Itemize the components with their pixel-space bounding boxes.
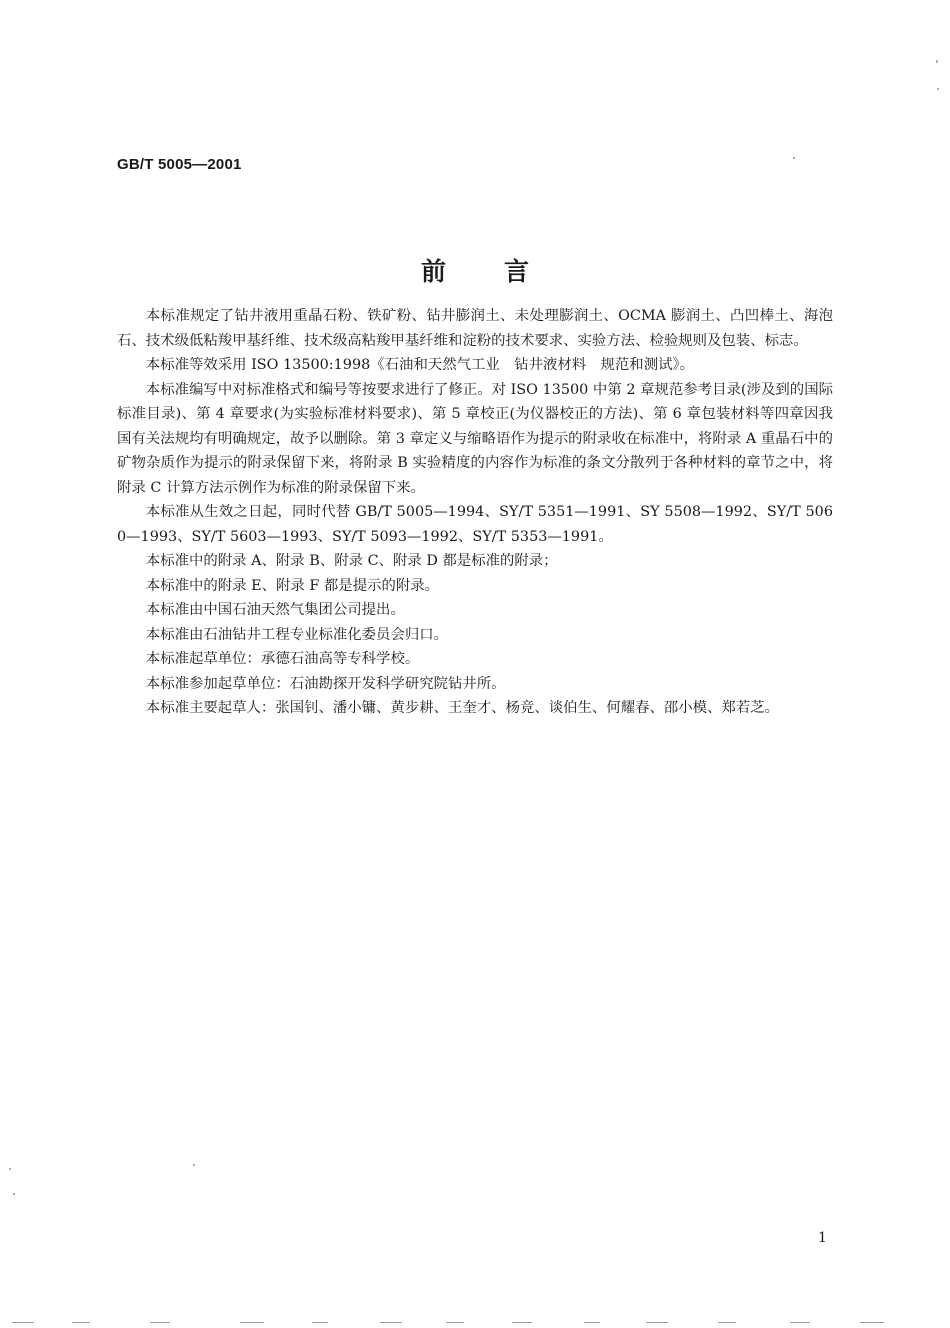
scan-speck bbox=[937, 88, 939, 90]
scan-speck bbox=[13, 1193, 15, 1195]
paragraph-administrator: 本标准由石油钻井工程专业标准化委员会归口。 bbox=[145, 626, 449, 643]
scan-speck bbox=[193, 1164, 195, 1166]
paragraph-replacement: 本标准从生效之日起，同时代替 GB/T 5005—1994、SY/T 5351—1991、SY 5508—1992、SY/T 5060—1993、SY/T 5603—1993、SY/T 5093—1992、SY/T 5353—1991。 bbox=[117, 504, 833, 545]
paragraph-revision: 本标准编写中对标准格式和编号等按要求进行了修正。对 ISO 13500 中第 2 章规范参考目录(涉及到的国际标准目录)、第 4 章要求(为实验标准材料要求)、第 5 章校正(为仪器校正的方法)、第 6 章包装材料等四章因我国有关法规均有明确规定，故予以删除。第 3 章定义与缩略语作为提示的附录收在标准中，将附录 A 重晶石中的矿物杂质作为提示的附录保留下来，将附录 B 实验精度的内容作为标准的条文分散列于各种材料的章节之中，将附录 C 计算方法示例作为标准的附录保留下来。 bbox=[117, 381, 833, 496]
paragraph-drafting-unit: 本标准起草单位：承德石油高等专科学校。 bbox=[145, 651, 420, 667]
page-number: 1 bbox=[818, 1230, 827, 1246]
standard-code: GB/T 5005—2001 bbox=[117, 156, 242, 173]
scan-speck bbox=[793, 157, 795, 159]
paragraph-proposer: 本标准由中国石油天然气集团公司提出。 bbox=[145, 602, 405, 618]
paragraph-normative-annexes: 本标准中的附录 A、附录 B、附录 C、附录 D 都是标准的附录； bbox=[145, 553, 558, 569]
paragraph-informative-annexes: 本标准中的附录 E、附录 F 都是提示的附录。 bbox=[145, 577, 440, 594]
paragraph-drafters: 本标准主要起草人：张国钊、潘小镛、黄步耕、王奎才、杨竞、谈伯生、何耀春、邵小模、郑若芝。 bbox=[145, 700, 779, 716]
scan-speck bbox=[936, 60, 938, 63]
paragraph-participating-unit: 本标准参加起草单位：石油勘探开发科学研究院钻井所。 bbox=[145, 675, 506, 692]
scan-edge-marks bbox=[0, 1318, 950, 1328]
preface-body bbox=[117, 304, 833, 721]
paragraph-scope: 本标准规定了钻井液用重晶石粉、铁矿粉、钻井膨润土、未处理膨润土、OCMA 膨润土、凸凹棒土、海泡石、技术级低粘羧甲基纤维、技术级高粘羧甲基纤维和淀粉的技术要求、实验方法、检验规则及包装、标志。 bbox=[117, 308, 833, 349]
scan-speck bbox=[9, 1168, 11, 1170]
preface-heading: 前言 bbox=[420, 257, 587, 286]
paragraph-equivalence: 本标准等效采用 ISO 13500:1998《石油和天然气工业 钻井液材料 规范和测试》。 bbox=[145, 357, 695, 373]
